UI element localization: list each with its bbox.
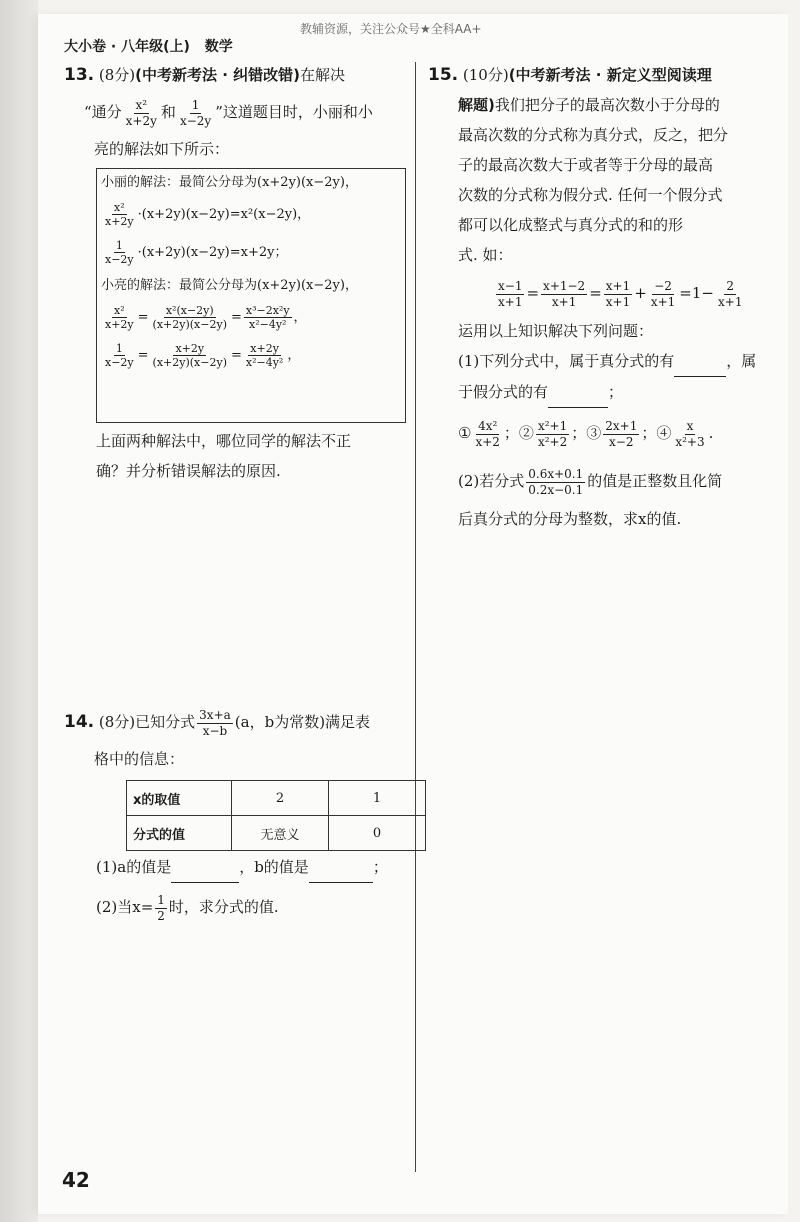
numerator: 4x² <box>478 418 498 433</box>
numerator: 1 <box>191 97 200 112</box>
fraction <box>536 419 569 450</box>
q14-text: 格中的信息： <box>94 750 185 768</box>
numerator: 2 <box>726 278 735 293</box>
denominator: x−b <box>202 723 228 738</box>
q14-part2-text: (2)当x= <box>96 898 154 916</box>
denominator: 0.2x−0.1 <box>528 482 584 497</box>
q14-parts <box>96 852 411 931</box>
fraction <box>603 419 639 450</box>
q15-options <box>428 408 778 458</box>
q15-part2-text: 后真分式的分母为整数，求x的值. <box>458 510 682 528</box>
numerator: x <box>686 418 694 433</box>
denominator: (x+2y)(x−2y) <box>152 318 227 331</box>
fraction <box>541 279 587 310</box>
q13-ask-line: 上面两种解法中，哪位同学的解法不正 <box>96 432 352 450</box>
q13-tag: (中考新考法 · 纠错改错) <box>135 66 301 84</box>
xiaoliang-title: 小亮的解法：最简公分母为(x+2y)(x−2y)， <box>101 278 358 293</box>
xiaoli-step-2 <box>97 234 405 272</box>
denominator: x+1 <box>718 294 743 309</box>
table-cell: 2 <box>232 781 329 816</box>
denominator: x²−4y² <box>245 356 284 369</box>
comma: ， <box>287 348 301 363</box>
info-table <box>126 780 426 851</box>
denominator: x+1 <box>605 294 631 309</box>
q15-score: (10分) <box>462 66 509 84</box>
example-text: 1− <box>691 284 714 302</box>
q14-score: (8分) <box>98 713 136 731</box>
numerator: x−1 <box>498 278 523 293</box>
numerator: x+1−2 <box>543 278 586 293</box>
q15-tag: 解题) <box>458 96 495 114</box>
q15-text: 运用以上知识解决下列问题： <box>458 322 654 340</box>
numerator: −2 <box>654 278 672 293</box>
denominator: x+2 <box>475 434 500 449</box>
fraction <box>103 201 136 228</box>
xiaoliang-step-1 <box>97 299 405 337</box>
fraction <box>197 708 233 739</box>
equals: = <box>230 310 242 325</box>
table-header-cell: x的取值 <box>127 781 232 816</box>
xiaoliang-step-2 <box>97 337 405 375</box>
page-number: 42 <box>62 1168 90 1192</box>
numerator: x+2y <box>175 342 205 355</box>
table-row <box>127 781 426 816</box>
q13-ask <box>96 426 406 486</box>
q15-part1-text: (1)下列分式中，属于真分式的有 <box>458 352 675 370</box>
denominator: (x+2y)(x−2y) <box>152 356 227 369</box>
answer-blank[interactable] <box>309 852 373 883</box>
q13-text: ”这道题目时，小丽和小 <box>215 103 373 121</box>
table-header-cell: 分式的值 <box>127 816 232 851</box>
fraction <box>526 467 585 498</box>
q14-part1-text: (1)a的值是 <box>96 858 172 876</box>
q15-text: 都可以化成整式与真分式的和的形 <box>458 216 684 234</box>
fraction <box>244 304 292 331</box>
numerator: 2x+1 <box>605 418 638 433</box>
step-text: ·(x+2y)(x−2y)=x+2y； <box>137 245 288 260</box>
numerator: x² <box>114 201 125 214</box>
q13-score: (8分) <box>98 66 136 84</box>
page-edge <box>0 0 38 1222</box>
equals: = <box>137 348 149 363</box>
table-cell: 0 <box>329 816 426 851</box>
equals: = <box>589 284 602 302</box>
denominator: x²−4y² <box>248 318 287 331</box>
fraction <box>103 239 136 266</box>
denominator: x−2y <box>179 113 212 128</box>
equals: = <box>526 284 540 302</box>
q14-text: 已知分式 <box>135 713 196 731</box>
q15-part1-text: ，属 <box>726 352 757 370</box>
option-marker: ；④ <box>641 424 672 442</box>
q13-text: 亮的解法如下所示： <box>94 140 230 158</box>
question-13 <box>64 60 409 164</box>
q14-number: 14. <box>64 712 95 732</box>
column-divider <box>415 62 416 1172</box>
q14-part2-text: 时，求分式的值. <box>168 898 279 916</box>
fraction <box>673 419 706 450</box>
numerator: x³−2x²y <box>245 304 290 317</box>
q13-ask-line: 确？并分析错误解法的原因. <box>96 462 281 480</box>
subject-title: 数学 <box>204 39 233 55</box>
answer-blank[interactable] <box>674 346 726 377</box>
denominator: x+2y <box>105 215 134 228</box>
equals: = <box>230 348 242 363</box>
denominator: x−2 <box>609 434 634 449</box>
fraction <box>151 304 229 331</box>
denominator: x+2y <box>125 113 157 128</box>
denominator: x+1 <box>498 294 523 309</box>
numerator: x+2y <box>250 342 279 355</box>
denominator: x²+2 <box>537 434 568 449</box>
numerator: 1 <box>115 239 123 252</box>
q14-part1-text: ； <box>372 858 388 876</box>
fraction <box>103 304 136 331</box>
q15-example <box>428 270 778 316</box>
q13-intro-end: 在解决 <box>300 66 346 84</box>
numerator: x²+1 <box>537 418 568 433</box>
denominator: x+2y <box>105 318 134 331</box>
numerator: 3x+a <box>199 707 231 722</box>
denominator: 2 <box>157 908 165 923</box>
q14-part1-text: ，b的值是 <box>239 858 309 876</box>
numerator: x²(x−2y) <box>165 304 214 317</box>
fraction <box>151 342 229 369</box>
fraction <box>716 279 744 310</box>
q15-text: 我们把分子的最高次数小于分母的 <box>494 96 720 114</box>
q15-part1-text: 于假分式的有 <box>458 383 549 401</box>
q13-text: “通分 <box>84 103 122 121</box>
q13-text: 和 <box>160 103 176 121</box>
q15-part2-text: (2)若分式 <box>458 472 525 490</box>
answer-blank[interactable] <box>548 377 608 408</box>
denominator: x−2y <box>105 253 134 266</box>
q15-part1-text: ； <box>608 383 624 401</box>
q15-number: 15. <box>428 65 459 85</box>
equals: = <box>679 284 692 302</box>
denominator: x+1 <box>650 294 676 309</box>
q13-number: 13. <box>64 65 95 85</box>
question-14 <box>64 700 409 774</box>
xiaoli-step-1 <box>97 196 405 234</box>
q14-text: (a，b为常数)满足表 <box>234 713 371 731</box>
denominator: x−2y <box>105 356 134 369</box>
plus: + <box>634 284 647 302</box>
option-marker: ；③ <box>571 424 602 442</box>
fraction <box>124 98 159 129</box>
q15-text: 子的最高次数大于或者等于分母的最高 <box>458 156 714 174</box>
numerator: x² <box>114 304 125 317</box>
option-end: . <box>708 424 714 442</box>
option-marker: ① <box>458 424 472 442</box>
fraction <box>155 893 167 924</box>
q15-tag: (中考新考法 · 新定义型阅读理 <box>508 66 712 84</box>
q15-part2-text: 的值是正整数且化简 <box>587 472 723 490</box>
numerator: 0.6x+0.1 <box>528 466 584 481</box>
numerator: x² <box>135 97 148 112</box>
denominator: x+1 <box>551 294 577 309</box>
comma: ， <box>293 310 307 325</box>
numerator: x+1 <box>605 278 631 293</box>
solution-box <box>96 168 406 423</box>
q15-text: 式. 如： <box>458 246 513 264</box>
table-cell: 无意义 <box>232 816 329 851</box>
series-title: 大小卷 · 八年级(上) <box>64 39 190 55</box>
xiaoli-title: 小丽的解法：最简公分母为(x+2y)(x−2y)， <box>101 175 358 190</box>
answer-blank[interactable] <box>171 852 239 883</box>
fraction <box>244 342 285 369</box>
question-15 <box>428 60 778 534</box>
q15-text: 最高次数的分式称为真分式，反之，把分 <box>458 126 729 144</box>
table-cell: 1 <box>329 781 426 816</box>
watermark: 教辅资源，关注公众号★全科AA+ <box>300 22 482 36</box>
running-header <box>64 36 243 56</box>
table-row <box>127 816 426 851</box>
fraction <box>604 279 632 310</box>
fraction <box>496 279 524 310</box>
step-text: ·(x+2y)(x−2y)=x²(x−2y)， <box>137 207 311 222</box>
fraction <box>178 98 213 129</box>
fraction <box>649 279 677 310</box>
fraction <box>473 419 501 450</box>
option-marker: ；② <box>503 424 534 442</box>
numerator: 1 <box>115 342 123 355</box>
numerator: 1 <box>157 892 165 907</box>
fraction <box>103 342 136 369</box>
equals: = <box>137 310 149 325</box>
denominator: x²+3 <box>675 434 705 449</box>
q15-text: 次数的分式称为假分式. 任何一个假分式 <box>458 186 723 204</box>
